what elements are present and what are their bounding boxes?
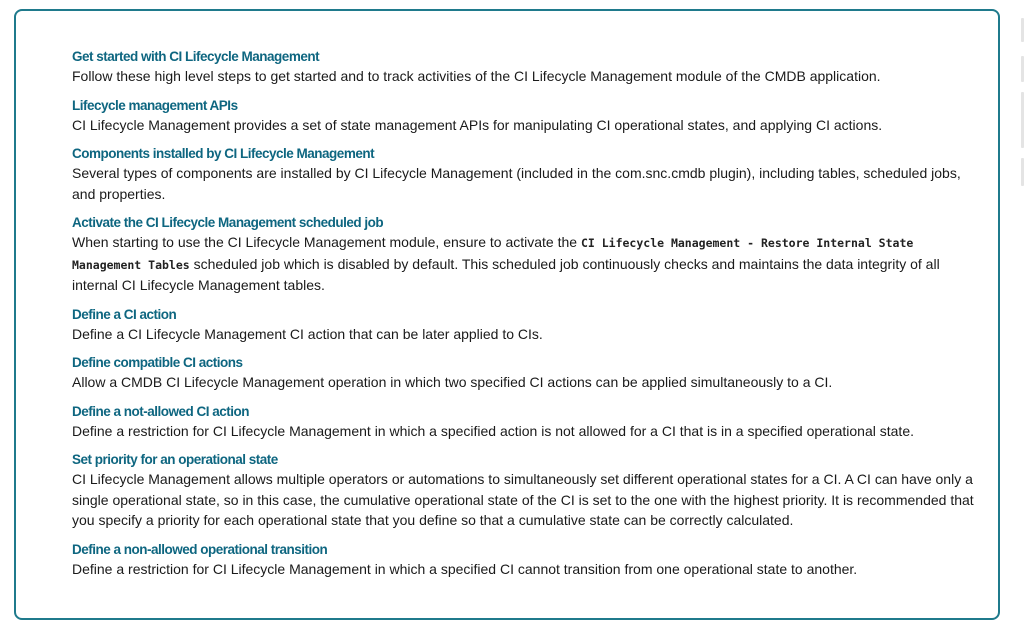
topic-description: CI Lifecycle Management provides a set of state management APIs for manipulating CI operational states, and applying CI actions. [72,116,883,133]
topic-description: Several types of components are installed by CI Lifecycle Management (included in the com.snc.cmdb plugin), including tables, scheduled jobs, and properties. [72,165,961,202]
list-item [72,144,984,204]
list-item [72,402,984,442]
list-item [72,450,984,531]
topic-list-card [14,9,1000,620]
topic-description [72,232,984,296]
topic-description: Follow these high level steps to get started and to track activities of the CI Lifecycle Management module of the CMDB application. [72,68,881,84]
topic-link-set-priority[interactable]: Set priority for an operational state [72,452,278,467]
list-item [72,96,984,136]
topic-description: Define a restriction for CI Lifecycle Management in which a specified action is not allowed for a CI that is in a specified operational state. [72,422,914,439]
topic-link-non-allowed-transition[interactable]: Define a non-allowed operational transition [72,541,328,557]
topic-description: CI Lifecycle Management allows multiple operators or automations to simultaneously set different operational states for a CI. A CI can have only a single operational state, so in this case, the cumulative operational state of the CI is set to the one with the highest priority. It is recommended that you specify a priority for each operational state that you define so that a cumulative state can be correctly calculated. [72,471,974,528]
topic-link-not-allowed-ci-action[interactable]: Define a not-allowed CI action [72,403,250,419]
topic-link-get-started[interactable]: Get started with CI Lifecycle Management [72,49,320,64]
scheduled-job-name: CI Lifecycle Management - Restore Internal State Management Tables [72,236,914,272]
topic-description: Define a restriction for CI Lifecycle Management in which a specified CI cannot transition from one operational state to another. [72,560,858,577]
topic-link-compatible-ci-actions[interactable]: Define compatible CI actions [72,355,243,370]
list-item [72,540,984,580]
list-item [72,47,984,87]
topic-list [72,47,984,588]
topic-link-activate-scheduled-job[interactable]: Activate the CI Lifecycle Management scheduled job [72,215,384,230]
topic-link-components-installed[interactable]: Components installed by CI Lifecycle Management [72,146,375,161]
topic-link-lifecycle-apis[interactable]: Lifecycle management APIs [72,97,238,113]
list-item [72,213,984,296]
description-text: When starting to use the CI Lifecycle Management module, ensure to activate the [72,234,581,250]
topic-description: Allow a CMDB CI Lifecycle Management operation in which two specified CI actions can be applied simultaneously to a CI. [72,374,833,390]
topic-link-define-ci-action[interactable]: Define a CI action [72,306,177,322]
list-item [72,305,984,345]
topic-description: Define a CI Lifecycle Management CI action that can be later applied to CIs. [72,325,543,342]
description-text: scheduled job which is disabled by default. This scheduled job continuously checks and maintains the data integrity of all internal CI Lifecycle Management tables. [72,255,940,293]
list-item [72,353,984,393]
